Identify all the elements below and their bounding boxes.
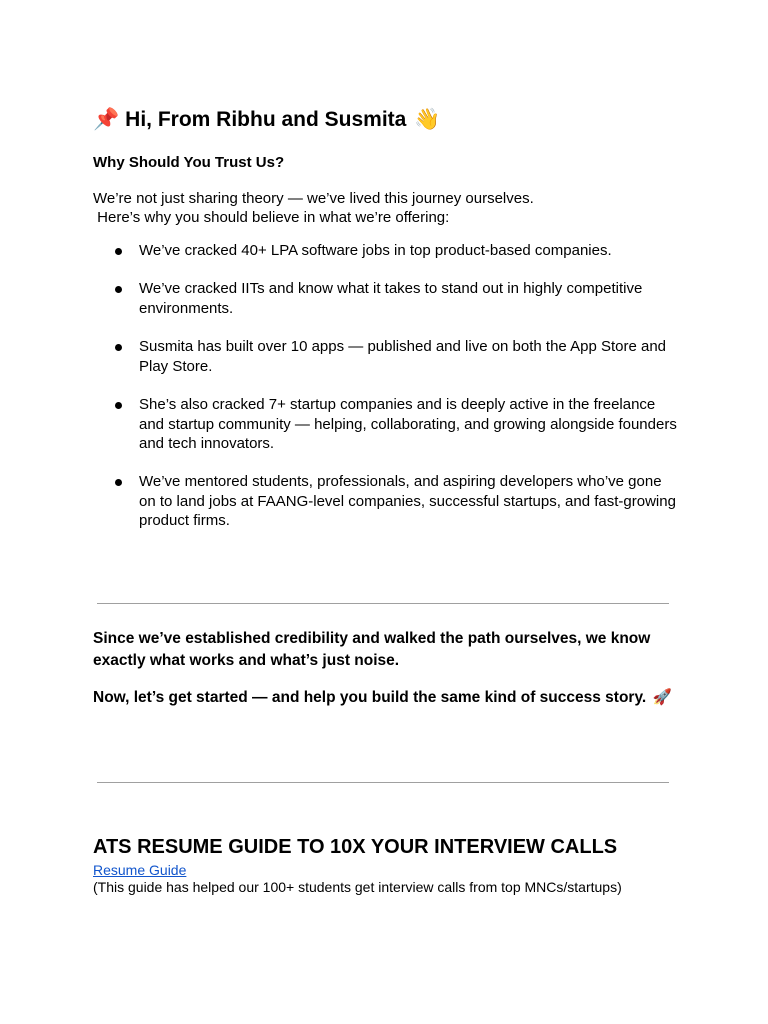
page-title-text: Hi, From Ribhu and Susmita <box>125 107 407 131</box>
trust-intro-line-2: Here’s why you should believe in what we’re offering: <box>93 209 450 226</box>
bullet-icon <box>115 286 122 293</box>
credibility-paragraph: Since we’ve established credibility and walked the path ourselves, we know exactly what works and what’s just noise. <box>93 630 651 669</box>
page-title <box>93 107 441 132</box>
resume-guide-heading: ATS RESUME GUIDE TO 10X YOUR INTERVIEW CALLS <box>93 836 618 858</box>
bullet-icon <box>115 479 122 486</box>
get-started-paragraph <box>93 686 673 709</box>
get-started-text: Now, let’s get started — and help you build the same kind of success story. <box>93 689 647 706</box>
bullet-icon <box>115 344 122 351</box>
list-item-text: We’ve cracked IITs and know what it takes to stand out in highly competitive environments. <box>139 280 643 317</box>
list-item-text: We’ve cracked 40+ LPA software jobs in top product-based companies. <box>139 242 612 259</box>
resume-guide-link[interactable]: Resume Guide <box>93 862 187 878</box>
trust-intro-line-1: We’re not just sharing theory — we’ve lived this journey ourselves. <box>93 190 534 207</box>
trust-heading: Why Should You Trust Us? <box>93 154 285 171</box>
list-item-text: She’s also cracked 7+ startup companies and is deeply active in the freelance and startup community — helping, collaborating, and growing alongside founders and tech innovators. <box>139 396 677 452</box>
horizontal-divider <box>97 603 669 604</box>
trust-intro <box>93 189 534 227</box>
horizontal-divider <box>97 782 669 783</box>
bullet-icon <box>115 248 122 255</box>
list-item-text: We’ve mentored students, professionals, and aspiring developers who’ve gone on to land jobs at FAANG-level companies, successful startups, and fast-growing product firms. <box>139 473 676 529</box>
pushpin-icon: 📌 <box>93 107 120 131</box>
bullet-icon <box>115 402 122 409</box>
rocket-icon: 🚀 <box>652 688 672 706</box>
resume-guide-note: (This guide has helped our 100+ students get interview calls from top MNCs/startups) <box>93 879 622 895</box>
waving-hand-icon: 👋 <box>414 107 441 131</box>
list-item-text: Susmita has built over 10 apps — published and live on both the App Store and Play Store. <box>139 338 667 375</box>
